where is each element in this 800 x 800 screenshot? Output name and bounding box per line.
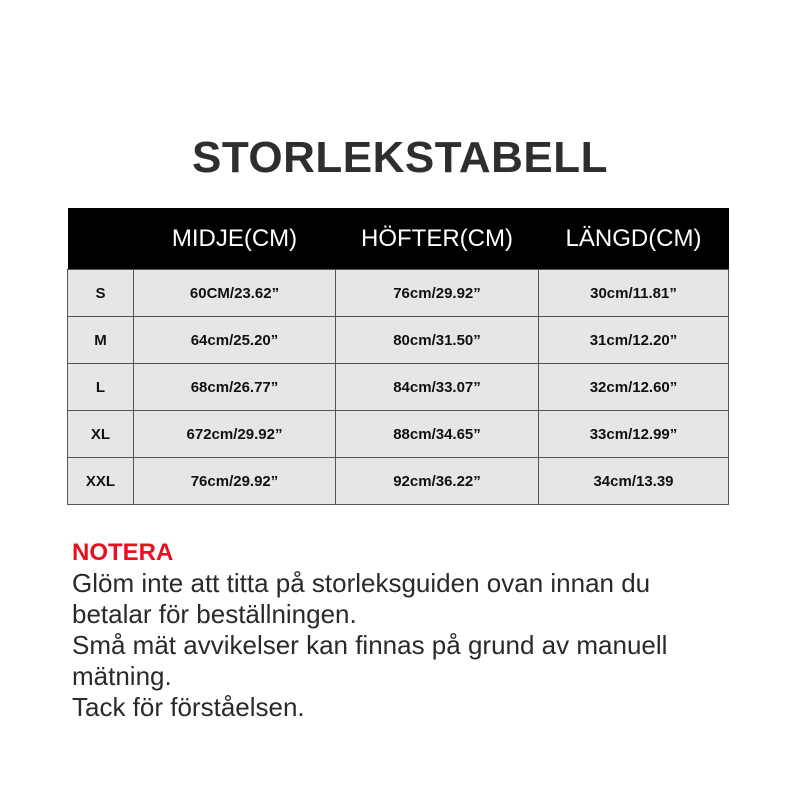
header-length: LÄNGD(CM)	[539, 208, 729, 270]
size-cell: S	[68, 270, 134, 317]
length-cell: 34cm/13.39	[539, 458, 729, 505]
table-row	[68, 317, 729, 364]
size-table	[67, 208, 729, 505]
waist-cell: 672cm/29.92”	[134, 411, 336, 458]
length-cell: 31cm/12.20”	[539, 317, 729, 364]
waist-cell: 64cm/25.20”	[134, 317, 336, 364]
size-cell: XL	[68, 411, 134, 458]
note-line: mätning.	[72, 661, 172, 691]
note-line: betalar för beställningen.	[72, 599, 357, 629]
length-cell: 33cm/12.99”	[539, 411, 729, 458]
table-row	[68, 364, 729, 411]
waist-cell: 76cm/29.92”	[134, 458, 336, 505]
hips-cell: 84cm/33.07”	[336, 364, 539, 411]
hips-cell: 88cm/34.65”	[336, 411, 539, 458]
table-row	[68, 458, 729, 505]
hips-cell: 80cm/31.50”	[336, 317, 539, 364]
header-size	[68, 208, 134, 270]
table-header-row	[68, 208, 729, 270]
note-line: Små mät avvikelser kan finnas på grund av manuell	[72, 630, 668, 660]
table-row	[68, 270, 729, 317]
note-section	[72, 538, 762, 723]
waist-cell: 68cm/26.77”	[134, 364, 336, 411]
size-cell: L	[68, 364, 134, 411]
header-waist: MIDJE(CM)	[134, 208, 336, 270]
header-hips: HÖFTER(CM)	[336, 208, 539, 270]
size-cell: M	[68, 317, 134, 364]
table-row	[68, 411, 729, 458]
hips-cell: 92cm/36.22”	[336, 458, 539, 505]
note-line: Glöm inte att titta på storleksguiden ovan innan du	[72, 568, 651, 598]
note-line: Tack för förståelsen.	[72, 692, 305, 722]
hips-cell: 76cm/29.92”	[336, 270, 539, 317]
length-cell: 30cm/11.81”	[539, 270, 729, 317]
length-cell: 32cm/12.60”	[539, 364, 729, 411]
page-title: STORLEKSTABELL	[191, 133, 609, 182]
waist-cell: 60CM/23.62”	[134, 270, 336, 317]
note-heading: NOTERA	[72, 539, 174, 566]
size-cell: XXL	[68, 458, 134, 505]
